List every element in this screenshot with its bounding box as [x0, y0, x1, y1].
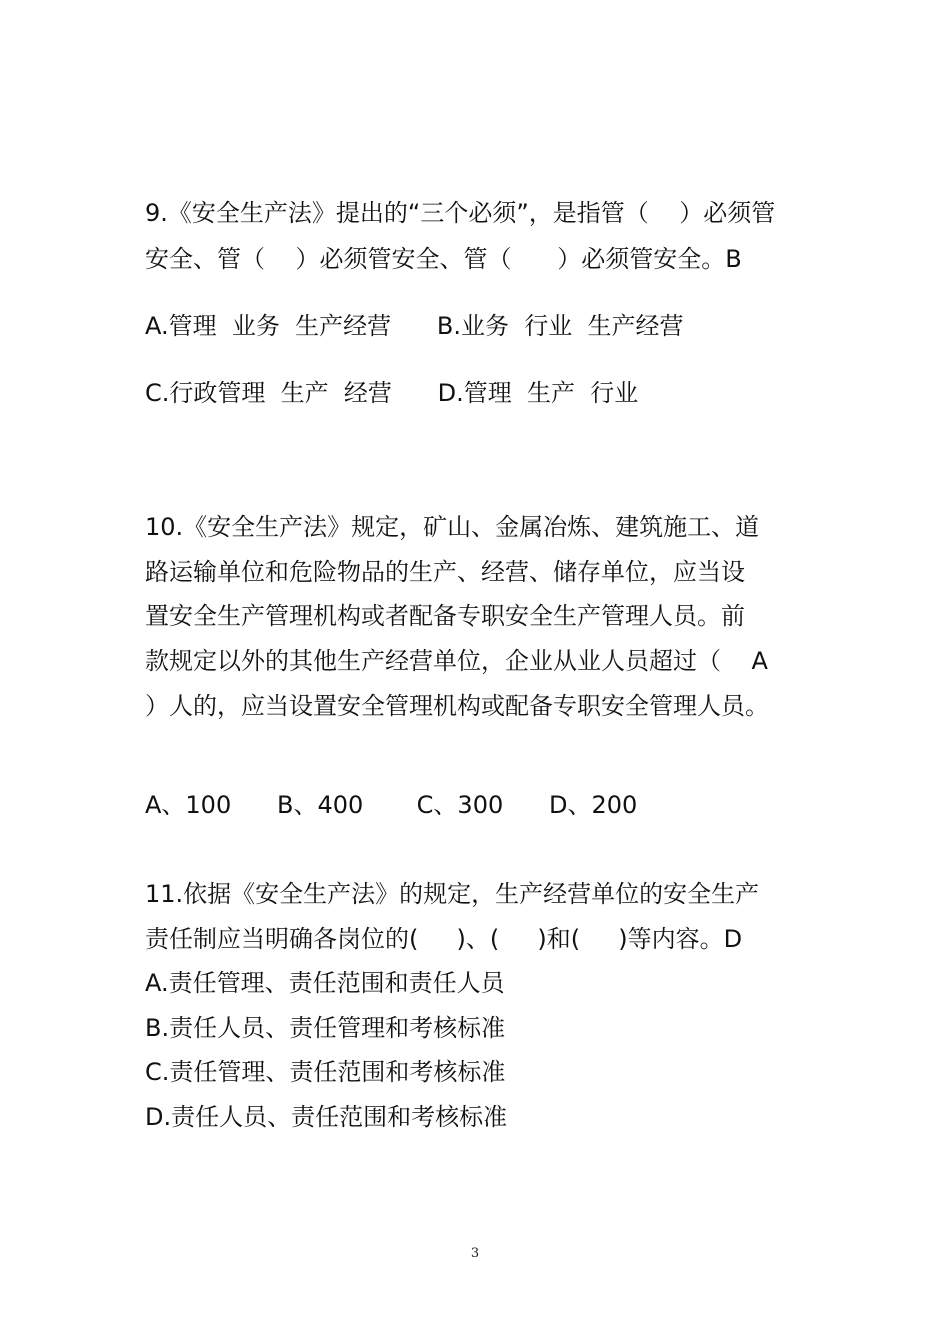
question-stem-line: 责任制应当明确各岗位的( )、( )和( )等内容。D: [145, 925, 743, 953]
option-line: B.责任人员、责任管理和考核标准: [145, 1014, 506, 1042]
question-stem-line: 置安全生产管理机构或者配备专职安全生产管理人员。前: [145, 602, 745, 630]
question-stem-line: 款规定以外的其他生产经营单位，企业从业人员超过（ A: [145, 647, 768, 675]
question-stem-line: 11.依据《安全生产法》的规定，生产经营单位的安全生产: [145, 880, 760, 908]
option-line: A.管理 业务 生产经营 B.业务 行业 生产经营: [145, 312, 684, 340]
question-stem-line: 9.《安全生产法》提出的“三个必须”，是指管（ ）必须管: [145, 199, 776, 227]
question-stem-line: ）人的，应当设置安全管理机构或配备专职安全管理人员。: [145, 692, 769, 720]
question-stem-line: 10.《安全生产法》规定，矿山、金属冶炼、建筑施工、道: [145, 513, 760, 541]
option-line: C.行政管理 生产 经营 D.管理 生产 行业: [145, 379, 639, 407]
question-stem-line: 路运输单位和危险物品的生产、经营、储存单位，应当设: [145, 558, 745, 586]
option-line: C.责任管理、责任范围和考核标准: [145, 1058, 506, 1086]
question-stem-line: 安全、管（ ）必须管安全、管（ ）必须管安全。B: [145, 245, 742, 273]
page-number: 3: [470, 1246, 480, 1261]
option-line: D.责任人员、责任范围和考核标准: [145, 1103, 508, 1131]
option-line: A.责任管理、责任范围和责任人员: [145, 969, 505, 997]
option-line: A、100 B、400 C、300 D、200: [145, 791, 638, 819]
